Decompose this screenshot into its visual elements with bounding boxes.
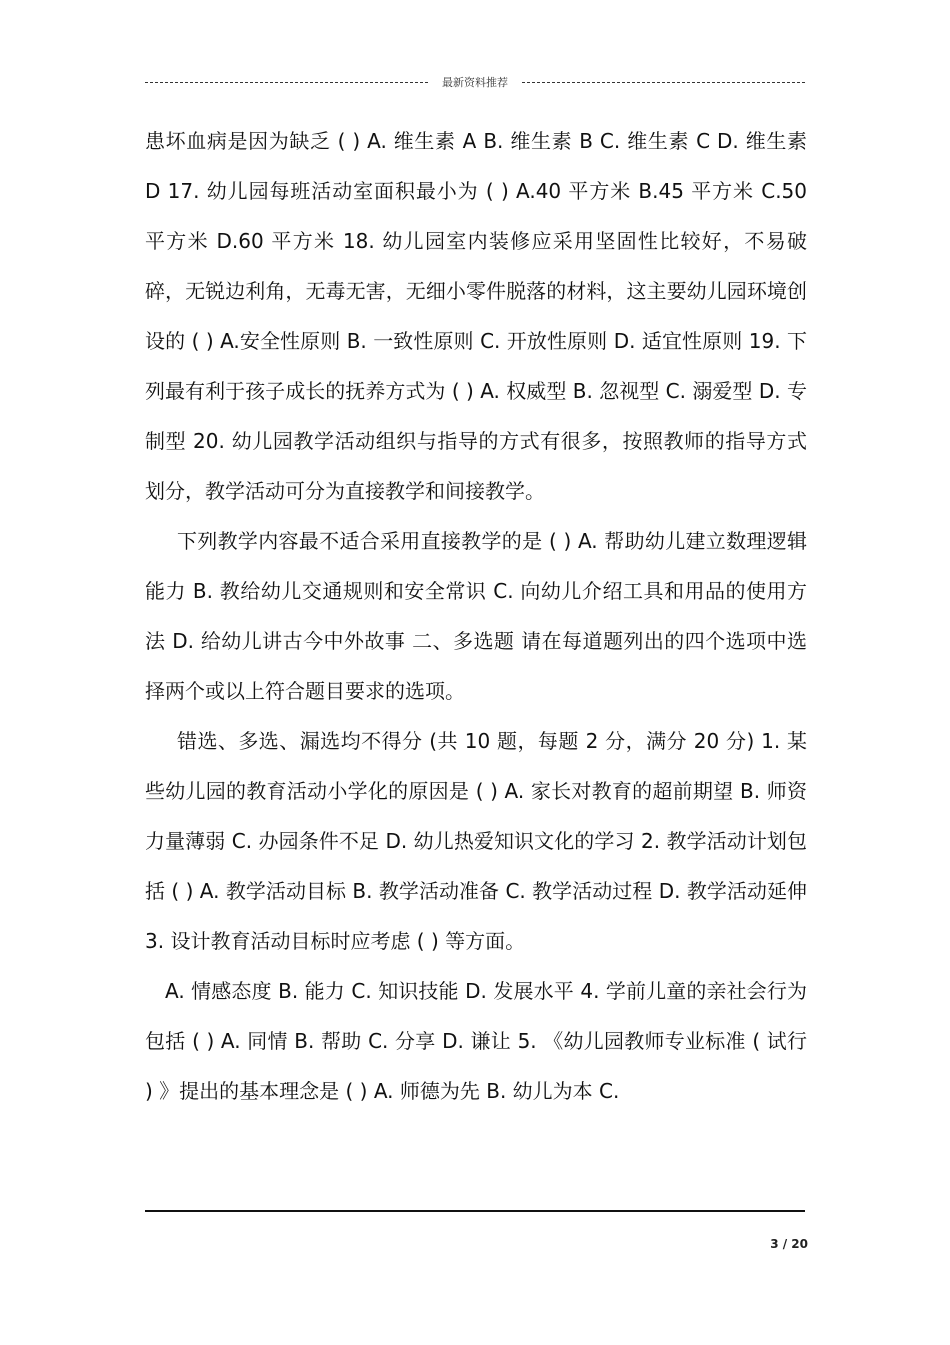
- document-body: [145, 116, 807, 1116]
- paragraph-questions-16-20: 患坏血病是因为缺乏 ( ) A. 维生素 A B. 维生素 B C. 维生素 C D. 维生素 D 17. 幼儿园每班活动室面积最小为 ( ) A.40 平方米 B.45 平方米 C.50 平方米 D.60 平方米 18. 幼儿园室内装修应采用坚固性比较好，不易破碎，无锐边利角，无毒无害，无细小零件脱落的材料，这主要幼儿园环境创设的 ( ) A.安全性原则 B. 一致性原则 C. 开放性原则 D. 适宜性原则 19. 下列最有利于孩子成长的抚养方式为 ( ) A. 权威型 B. 忽视型 C. 溺爱型 D. 专制型 20. 幼儿园教学活动组织与指导的方式有很多，按照教师的指导方式划分，教学活动可分为直接教学和间接教学。: [145, 129, 807, 503]
- paragraph-multiple-choice-continued: A. 情感态度 B. 能力 C. 知识技能 D. 发展水平 4. 学前儿童的亲社会行为包括 ( ) A. 同情 B. 帮助 C. 分享 D. 谦让 5. 《幼儿园教师专业标准 ( 试行 ) 》提出的基本理念是 ( ) A. 师德为先 B. 幼儿为本 C.: [145, 979, 807, 1103]
- paragraph-multiple-choice-instructions: 错选、多选、漏选均不得分 (共 10 题，每题 2 分，满分 20 分) 1. 某些幼儿园的教育活动小学化的原因是 ( ) A. 家长对教育的超前期望 B. 师资力量薄弱 C. 办园条件不足 D. 幼儿热爱知识文化的学习 2. 教学活动计划包括 ( ) A. 教学活动目标 B. 教学活动准备 C. 教学活动过程 D. 教学活动延伸 3. 设计教育活动目标时应考虑 ( ) 等方面。: [145, 729, 807, 953]
- footer-rule: [145, 1210, 805, 1212]
- header-title: 最新资料推荐: [442, 76, 508, 89]
- header-dashed-rule-right: [522, 82, 805, 83]
- header-dashed-rule-left: [145, 82, 428, 83]
- page-number: 3 / 20: [770, 1237, 808, 1251]
- paragraph-direct-teaching-question: 下列教学内容最不适合采用直接教学的是 ( ) A. 帮助幼儿建立数理逻辑能力 B. 教给幼儿交通规则和安全常识 C. 向幼儿介绍工具和用品的使用方法 D. 给幼儿讲古今中外故事 二、多选题 请在每道题列出的四个选项中选择两个或以上符合题目要求的选项。: [145, 529, 807, 703]
- page-header: [145, 72, 805, 92]
